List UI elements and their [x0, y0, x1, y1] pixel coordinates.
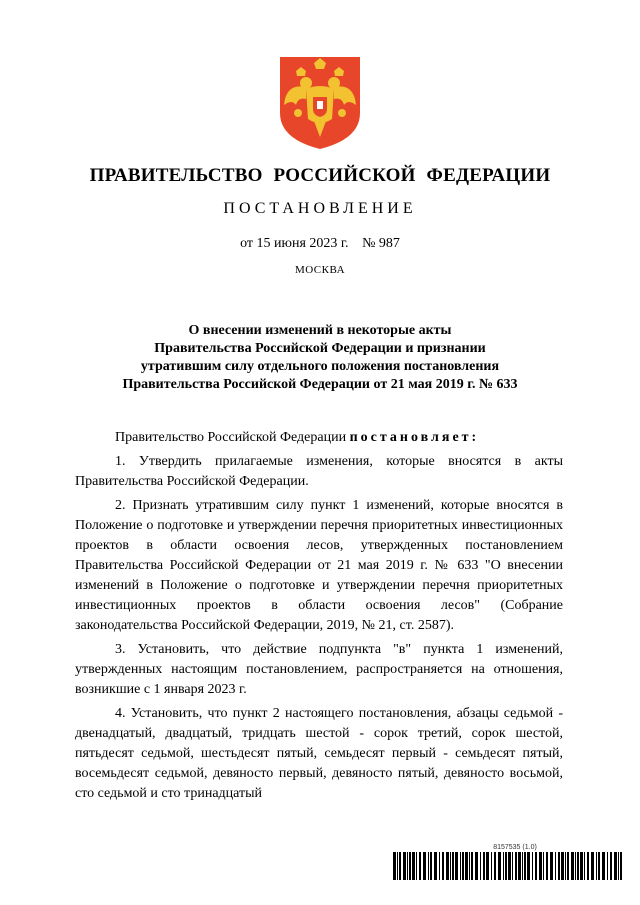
government-name: ПРАВИТЕЛЬСТВО РОССИЙСКОЙ ФЕДЕРАЦИИ: [89, 165, 551, 186]
title-line: утратившим силу отдельного положения постановления: [140, 359, 500, 374]
state-emblem-icon: [276, 53, 364, 151]
title-line: Правительства Российской Федерации и признании: [154, 341, 486, 356]
intro-action: постановляет:: [349, 430, 480, 445]
barcode-icon: [393, 852, 625, 880]
title-line: Правительства Российской Федерации от 21 мая 2019 г. № 633: [122, 377, 518, 392]
document-type: ПОСТАНОВЛЕНИЕ: [223, 200, 417, 217]
document-number: № 987: [362, 236, 400, 251]
document-body: [75, 428, 563, 804]
city: МОСКВА: [294, 264, 346, 276]
barcode-label: 8157535 (1.0): [493, 844, 537, 851]
intro-paragraph: [75, 428, 563, 448]
paragraph-3: 3. Установить, что действие подпункта "в" пункта 1 изменений, утвержденных настоящим постановлением, распространяется на отношения, возникшие с 1 января 2023 г.: [75, 642, 563, 697]
paragraph-1: 1. Утвердить прилагаемые изменения, которые вносятся в акты Правительства Российской Федерации.: [75, 454, 563, 489]
title-line: О внесении изменений в некоторые акты: [188, 323, 452, 338]
paragraph-4: 4. Установить, что пункт 2 настоящего постановления, абзацы седьмой - двенадцатый, двадцатый, тридцать шестой - сорок третий, сорок шестой, пятьдесят седьмой, шестьдесят пятый, семьдесят первый - семьдесят пятый, восемьдесят седьмой, девяносто первый, девяносто пятый, девяносто восьмой, сто седьмой и сто тринадцатый: [75, 706, 563, 801]
intro-text: Правительство Российской Федерации: [115, 430, 347, 445]
document-date-line: [0, 236, 640, 252]
document-title: [80, 322, 560, 394]
document-date: от 15 июня 2023 г.: [240, 236, 349, 251]
paragraph-2: 2. Признать утратившим силу пункт 1 изменений, которые вносятся в Положение о подготовке и утверждении перечня приоритетных инвестиционных проектов в области освоения лесов, утвержденных постановлением Правительства Российской Федерации от 21 мая 2019 г. № 633 "О внесении изменений в Положение о подготовке и утверждении перечня приоритетных инвестиционных проектов в области освоения лесов" (Собрание законодательства Российской Федерации, 2019, № 21, ст. 2587).: [75, 498, 563, 633]
